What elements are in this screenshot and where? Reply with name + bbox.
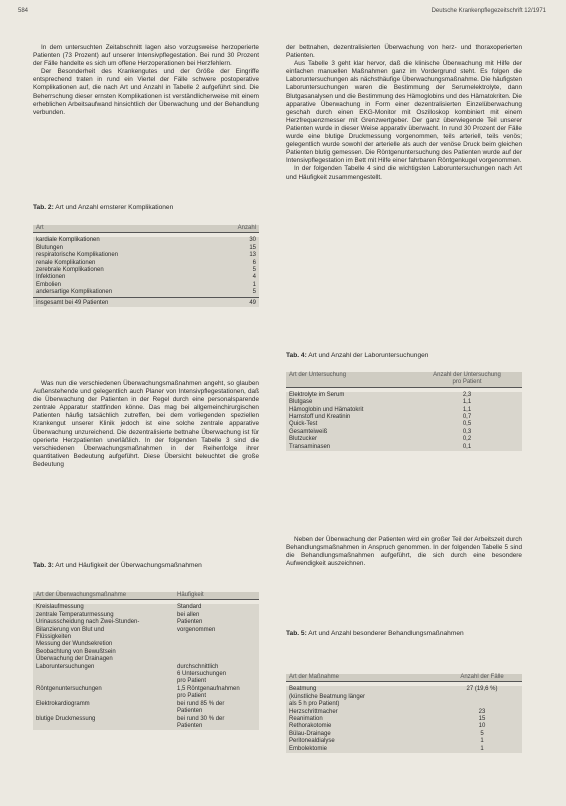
table-2 <box>33 225 259 307</box>
table-5 <box>286 674 522 753</box>
table-4-caption <box>286 352 428 359</box>
column-header: Anzahl der Untersuchung pro Patient <box>433 372 501 386</box>
left-column-top <box>33 44 259 117</box>
table-header-row <box>33 225 259 233</box>
cell-anzahl: 30 <box>249 237 256 244</box>
caption-label: Tab. 3: <box>33 562 54 569</box>
cell-haeufigkeit: bei rund 30 % der Patienten <box>177 715 225 729</box>
cell-art: Quick-Test <box>289 421 318 428</box>
cell-art: andersartige Komplikationen <box>36 289 113 296</box>
caption-text: Art und Anzahl besonderer Behandlungsmaßnahmen <box>308 630 464 637</box>
paragraph: In dem untersuchten Zeitabschnitt lagen also vorzugsweise herzoperierte Patienten (73 Prozent) auf unserer Intensivpflegestation. Bei rund 30 Prozent der Fälle handelte es sich um offene Herzoperationen bei Herzfehlern. <box>33 44 259 68</box>
column-header: Art der Überwachungsmaßnahme <box>36 592 127 598</box>
cell-art: respiratorische Komplikationen <box>36 252 119 259</box>
cell-anzahl: 1 <box>480 745 484 752</box>
table-row <box>286 414 522 421</box>
cell-anzahl: 5 <box>480 730 484 737</box>
cell-anzahl: 1,1 <box>462 399 472 406</box>
cell-anzahl: 23 <box>478 708 486 715</box>
cell-anzahl: 1 <box>252 281 256 288</box>
cell-anzahl: 10 <box>478 723 486 730</box>
caption-text: Art und Häufigkeit der Überwachungsmaßnahmen <box>55 562 202 569</box>
cell-anzahl: 13 <box>249 252 256 259</box>
table-row <box>33 237 259 244</box>
table-row <box>286 716 522 723</box>
cell-anzahl: 4 <box>252 274 256 281</box>
column-header: Anzahl der Fälle <box>460 674 504 680</box>
cell-anzahl: 0,3 <box>462 428 472 435</box>
table-3 <box>33 592 259 730</box>
cell-art: Transaminasen <box>289 443 331 450</box>
cell-art: Reanimation <box>289 716 323 723</box>
table-row <box>286 429 522 436</box>
caption-text: Art und Anzahl der Laboruntersuchungen <box>308 352 429 359</box>
cell-art: Blutgase <box>289 399 313 406</box>
cell-art: Embolektomie <box>289 745 328 752</box>
caption-text: Art und Anzahl ernsterer Komplikationen <box>55 204 174 211</box>
table-row <box>33 289 259 297</box>
table-row <box>33 282 259 289</box>
running-header: Deutsche Krankenpflegezeitschrift 12/1971 <box>431 8 546 14</box>
cell-anzahl: 1 <box>480 738 484 745</box>
table-row <box>33 252 259 259</box>
cell-anzahl: 1,1 <box>462 406 472 413</box>
table-row <box>286 709 522 716</box>
cell-art: Herzschrittmacher <box>289 708 338 715</box>
table-row <box>33 245 259 252</box>
table-row <box>33 274 259 281</box>
table-row <box>286 686 522 708</box>
table-row <box>33 701 259 716</box>
paragraph: der bettnahen, dezentralisierten Überwachung von herz- und thoraxoperierten Patienten. <box>286 44 522 60</box>
cell-haeufigkeit: Standard bei allen Patienten vorgenommen <box>177 604 216 633</box>
column-header: Anzahl <box>237 225 256 231</box>
right-column-top <box>286 44 522 182</box>
table-row <box>286 738 522 745</box>
cell-anzahl: 0,1 <box>462 443 472 450</box>
table-row <box>33 664 259 686</box>
right-column-middle <box>286 536 522 568</box>
cell-anzahl: 5 <box>252 289 256 296</box>
column-header: Häufigkeit <box>177 592 204 598</box>
caption-label: Tab. 2: <box>33 204 54 211</box>
column-header: Art der Maßnahme <box>289 674 340 680</box>
paragraph: Neben der Überwachung der Patienten wird ein großer Teil der Arbeitszeit durch Behandlungsmaßnahmen in Anspruch genommen. In der folgenden Tabelle 5 sind die Behandlungsmaßnahmen aufgeführt, die sich durch eine besondere Aufwendigkeit auszeichnen. <box>286 536 522 568</box>
cell-art: Harnstoff und Kreatinin <box>289 414 351 421</box>
cell-art: Beatmung (künstliche Beatmung länger als 5 h pro Patient) <box>289 686 366 708</box>
caption-label: Tab. 5: <box>286 630 307 637</box>
paragraph: Der Besonderheit des Krankengutes und der Größe der Eingriffe entsprechend traten in rund ein Viertel der Fälle schwere postoperative Komplikationen auf, die nach Art und Anzahl in Tabelle 2 aufgeführt sind. Die Beherrschung dieser ernsten Komplikationen ist verständlicherweise mit einem erheblichen Arbeitsaufwand hinsichtlich der Überwachung und der Behandlung verbunden. <box>33 68 259 116</box>
column-header: Art <box>36 225 44 231</box>
footer-label: insgesamt bei 49 Patienten <box>33 297 210 307</box>
table-footer-row <box>33 297 259 307</box>
cell-art: Peritonealdialyse <box>289 738 335 745</box>
cell-art: Rethorakotomie <box>289 723 332 730</box>
table-4 <box>286 372 522 451</box>
cell-anzahl: 15 <box>249 244 256 251</box>
table-row <box>286 399 522 406</box>
table-row <box>33 267 259 274</box>
cell-art: Hämoglobin und Hämatokrit <box>289 406 364 413</box>
paragraph: In der folgenden Tabelle 4 sind die wichtigsten Laboruntersuchungen nach Art und Häufigkeit zusammengestellt. <box>286 165 522 181</box>
table-row <box>286 421 522 428</box>
cell-art: Blutungen <box>36 244 64 251</box>
table-row <box>286 436 522 443</box>
cell-anzahl: 0,5 <box>462 421 472 428</box>
cell-haeufigkeit: bei rund 85 % der Patienten <box>177 700 225 715</box>
cell-haeufigkeit: 1,5 Röntgenaufnahmen pro Patient <box>177 685 240 700</box>
cell-art: Kreislaufmessung zentrale Temperaturmessung Urinausscheidung nach Zwei-Stunden- Bilanzierung von Blut und Flüssigkeiten Messung der Wundsekretion Beobachtung von Bewußtsein Überwachung der Drainagen <box>36 604 140 663</box>
table-row <box>33 604 259 663</box>
table-row <box>286 444 522 451</box>
cell-art: kardiale Komplikationen <box>36 237 100 244</box>
table-row <box>33 686 259 701</box>
cell-anzahl: 15 <box>478 716 486 723</box>
table-row <box>33 716 259 731</box>
table-header-row <box>33 592 259 600</box>
left-column-middle <box>33 380 259 469</box>
cell-art: blutige Druckmessung <box>36 715 96 722</box>
cell-art: Infektionen <box>36 274 66 281</box>
cell-art: Gesamteiweiß <box>289 428 328 435</box>
cell-art: Blutzucker <box>289 436 318 443</box>
table-row <box>286 723 522 730</box>
cell-anzahl: 0,7 <box>462 414 472 421</box>
table-row <box>286 392 522 399</box>
cell-art: Elektrolyte im Serum <box>289 391 345 398</box>
column-header: Art der Untersuchung <box>289 372 347 378</box>
cell-art: Elektrokardiogramm <box>36 700 90 707</box>
paragraph: Was nun die verschiedenen Überwachungsmaßnahmen angeht, so glauben Außenstehende und gelegentlich auch Planer von Intensivpflegestationen, daß die Überwachung der Patienten in der Regel durch eine personalsparende zentrale Apparatur stattfinden könne. Das mag bei allgemeinchirurgischen Patienten häufig tatsächlich zutreffen, bei dem vorliegenden speziellen Krankengut unserer Klinik jedoch ist eine solche zentrale apparative Überwachung unzureichend. Die dezentralisierte bettnahe Überwachung ist für operierte Herzpatienten unerläßlich. In der folgenden Tabelle 3 sind die verschiedenen Überwachungsmaßnahmen in der Reihenfolge ihrer quantitativen Bedeutung aufgeführt. Diese Übersicht beleuchtet die große Bedeutung <box>33 380 259 468</box>
cell-art: zerebrale Komplikationen <box>36 267 104 274</box>
table-3-caption <box>33 562 259 570</box>
cell-anzahl: 0,2 <box>462 436 472 443</box>
table-row <box>286 407 522 414</box>
cell-anzahl: 2,3 <box>462 391 472 398</box>
cell-anzahl: 6 <box>252 259 256 266</box>
table-5-caption <box>286 630 522 638</box>
table-header-row <box>286 674 522 682</box>
cell-art: Embolien <box>36 281 62 288</box>
cell-art: Bülau-Drainage <box>289 730 331 737</box>
table-row <box>286 746 522 753</box>
paragraph: Aus Tabelle 3 geht klar hervor, daß die klinische Überwachung mit Hilfe der einfachen manuellen Maßnahmen ganz im Vordergrund steht. Es folgen die Laboruntersuchungen als nächsthäufige Überwachungsmaßnahme. Die häufigsten Laboruntersuchungen waren die Bestimmung der Serumelektrolyte, dann Blutgasanalysen und die Bestimmung des Hämoglobins und des Hämatokriten. Die apparative Überwachung in Form einer dezentralisierten Einzelüberwachung geschah durch einen EKG-Monitor mit Oszilloskop kombiniert mit einem Herzfrequenzmesser mit Grenzwertgeber. Der ganz überwiegende Teil unserer Patienten wurde in dieser Weise apparativ überwacht. In rund 30 Prozent der Fälle wurde eine blutige Druckmessung vorgenommen, teils arteriell, teils venös; gelegentlich wurde sowohl der arterielle als auch der venöse Druck beim gleichen Patienten blutig gemessen. Die Röntgenuntersuchung des Patienten wurde auf der Intensivpflegestation im Bett mit Hilfe einer fahrbaren Röntgenkugel vorgenommen. <box>286 60 522 165</box>
cell-anzahl: 5 <box>252 267 256 274</box>
table-header-row <box>286 372 522 387</box>
page-number: 584 <box>18 8 29 14</box>
caption-label: Tab. 4: <box>286 352 307 359</box>
cell-art: Laboruntersuchungen <box>36 663 95 670</box>
table-row <box>286 731 522 738</box>
table-row <box>33 260 259 267</box>
cell-haeufigkeit: durchschnittlich 6 Untersuchungen pro Patient <box>177 663 227 685</box>
table-2-caption <box>33 204 173 211</box>
cell-art: Röntgenuntersuchungen <box>36 685 102 692</box>
cell-art: renale Komplikationen <box>36 259 96 266</box>
footer-value: 49 <box>210 297 259 307</box>
cell-anzahl: 27 (19,6 %) <box>466 686 498 693</box>
